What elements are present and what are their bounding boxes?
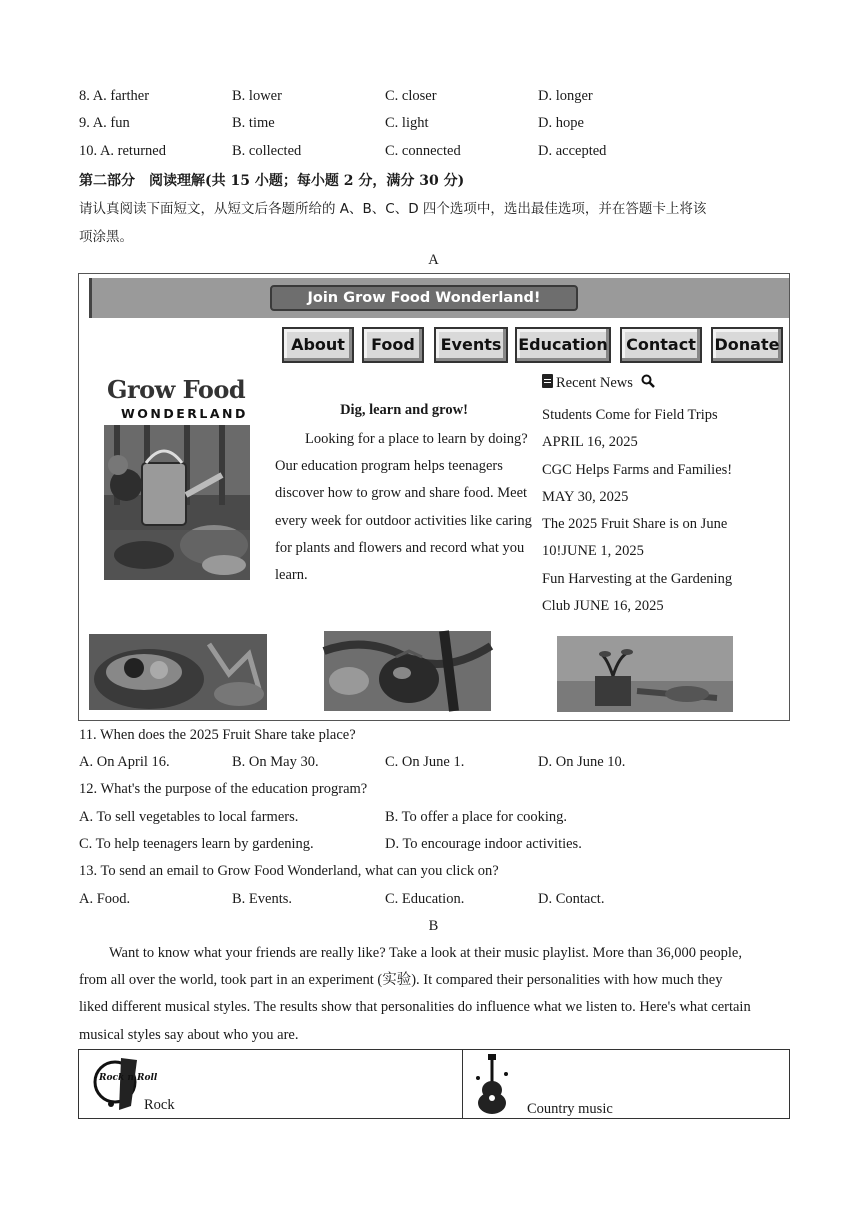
recent-news-title: Recent News [556, 375, 633, 391]
site-header-bar [89, 278, 789, 318]
option-b: B. collected [232, 143, 302, 159]
option-b[interactable]: B. On May 30. [232, 754, 319, 770]
passage-b-text [79, 940, 791, 1049]
website-screenshot [78, 273, 790, 721]
option-d: D. hope [538, 115, 584, 131]
tomato-photo [324, 631, 491, 711]
question-13: 13. To send an email to Grow Food Wonderland, what can you click on? [79, 863, 499, 879]
option-a: 9. A. fun [79, 115, 130, 131]
option-a: 8. A. farther [79, 88, 150, 104]
nav-contact-button[interactable]: Contact [620, 327, 702, 363]
news-date: APRIL 16, 2025 [542, 434, 638, 451]
option-d[interactable]: D. On June 10. [538, 754, 626, 770]
option-d[interactable]: D. To encourage indoor activities. [385, 836, 582, 852]
seedling-bucket-photo [557, 636, 733, 712]
style-label-country: Country music [527, 1101, 613, 1117]
recent-news-header [542, 374, 782, 402]
blurb-body: Looking for a place to learn by doing? Our education program helps teenagers discover how to grow and share food. Meet every week for outdoor activities like caring for plants and flowers and record what you learn. [275, 431, 532, 584]
option-b: B. time [232, 115, 275, 131]
vegetable-basket-photo [89, 634, 267, 710]
nav-food-button[interactable]: Food [362, 327, 424, 363]
option-d: D. accepted [538, 143, 607, 159]
option-d: D. longer [538, 88, 593, 104]
question-11-options [79, 754, 779, 776]
cloze-option-row-9 [79, 115, 779, 137]
option-c[interactable]: C. On June 1. [385, 754, 465, 770]
nav-education-button[interactable]: Education [515, 327, 611, 363]
cloze-option-row-8 [79, 88, 779, 110]
recent-news-panel [542, 374, 782, 620]
option-b: B. lower [232, 88, 282, 104]
news-item[interactable]: CGC Helps Farms and Families! [542, 461, 733, 478]
nav-about-button[interactable]: About [282, 327, 354, 363]
nav-donate-button[interactable]: Donate [711, 327, 783, 363]
style-label-rock: Rock [144, 1097, 175, 1113]
option-c: C. connected [385, 143, 461, 159]
music-styles-table [78, 1049, 790, 1119]
option-a[interactable]: A. Food. [79, 891, 131, 907]
news-date: MAY 30, 2025 [542, 488, 629, 505]
news-item[interactable]: Club JUNE 16, 2025 [542, 598, 664, 615]
garden-tools-photo [104, 425, 250, 580]
section-title: 第二部分 阅读理解(共 15 小题；每小题 2 分，满分 30 分) [79, 173, 465, 189]
nav-events-button[interactable]: Events [434, 327, 508, 363]
rock-n-roll-icon [91, 1056, 158, 1112]
passage-b-line: from all over the world, took part in an experiment (实验). It compared their personalities with how much they [79, 972, 723, 989]
grow-food-logo [101, 370, 271, 580]
question-12-options-cd [79, 836, 779, 858]
logo-line-2: WONDERLAND [121, 406, 248, 421]
option-c: C. light [385, 115, 429, 131]
news-item[interactable]: 10!JUNE 1, 2025 [542, 543, 644, 560]
news-item[interactable]: The 2025 Fruit Share is on June [542, 516, 728, 533]
search-icon[interactable] [641, 374, 655, 393]
question-12-options-ab [79, 809, 779, 831]
passage-b-line: Want to know what your friends are really like? Take a look at their music playlist. More than 36,000 people, [109, 945, 742, 961]
passage-b-line: musical styles say about who you are. [79, 1026, 299, 1043]
option-c[interactable]: C. Education. [385, 891, 465, 907]
passage-letter-a: A [428, 252, 439, 268]
site-title: Join Grow Food Wonderland! [270, 285, 578, 311]
guitar-icon [472, 1054, 512, 1114]
question-12: 12. What's the purpose of the education program? [79, 781, 368, 797]
news-item[interactable]: Students Come for Field Trips [542, 407, 718, 423]
document-icon [542, 374, 553, 388]
option-a: 10. A. returned [79, 143, 166, 159]
option-b[interactable]: B. Events. [232, 891, 293, 907]
option-c[interactable]: C. To help teenagers learn by gardening. [79, 836, 314, 852]
education-program-blurb [275, 402, 533, 589]
instruction-line-1: 请认真阅读下面短文，从短文后各题所给的 A、B、C、D 四个选项中，选出最佳选项，并在答题卡上将该 [79, 201, 707, 217]
instruction-line-2: 项涂黑。 [79, 229, 133, 245]
news-item[interactable]: Fun Harvesting at the Gardening [542, 570, 733, 587]
rock-badge-text: Rock n Roll [99, 1073, 158, 1083]
option-b[interactable]: B. To offer a place for cooking. [385, 809, 568, 825]
passage-b-line: liked different musical styles. The results show that personalities do influence what we listen to. Here's what certain [79, 999, 751, 1016]
question-13-options [79, 891, 779, 913]
passage-letter-b: B [428, 918, 439, 934]
logo-line-1: Grow Food [107, 375, 246, 404]
option-d[interactable]: D. Contact. [538, 891, 605, 907]
option-a[interactable]: A. On April 16. [79, 754, 170, 770]
cloze-option-row-10 [79, 143, 779, 165]
option-c: C. closer [385, 88, 437, 104]
table-divider [462, 1050, 463, 1118]
option-a[interactable]: A. To sell vegetables to local farmers. [79, 809, 299, 825]
blurb-heading: Dig, learn and grow! [340, 402, 468, 418]
question-11: 11. When does the 2025 Fruit Share take place? [79, 727, 356, 743]
